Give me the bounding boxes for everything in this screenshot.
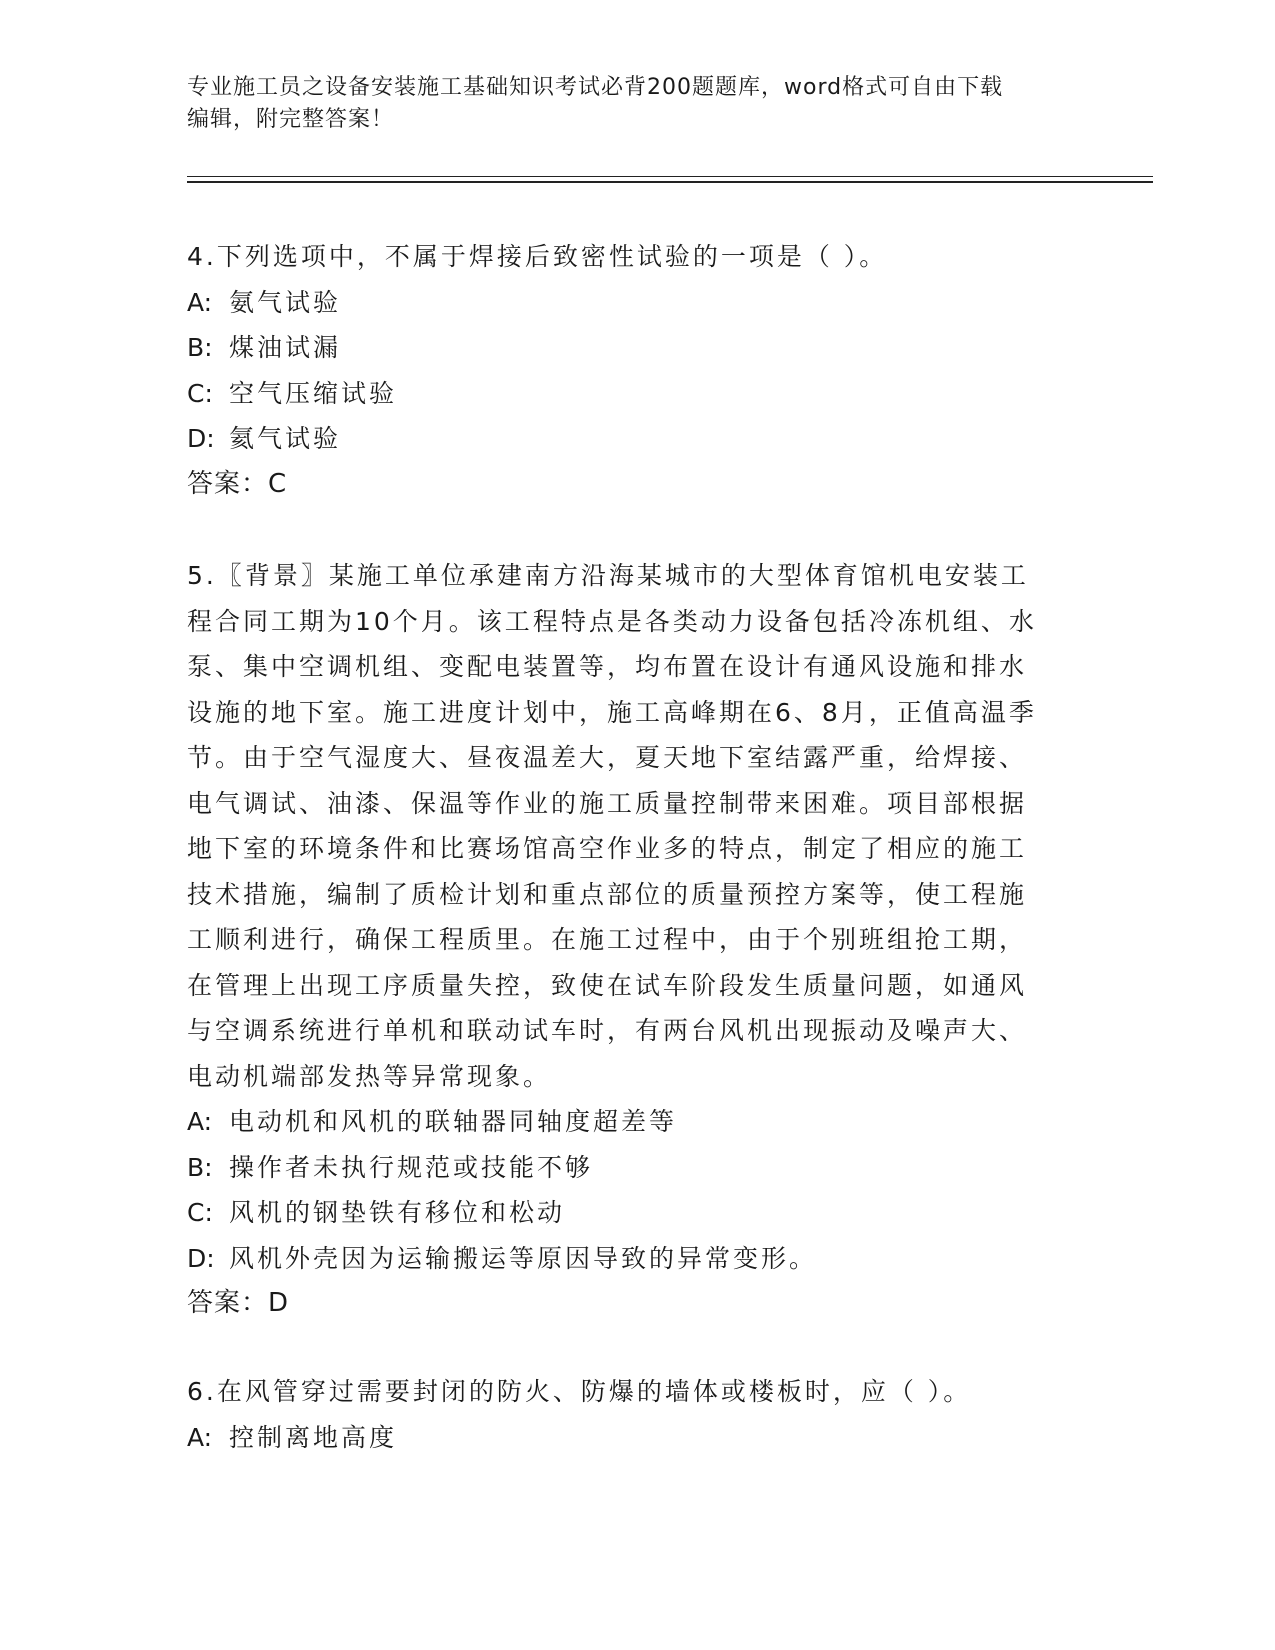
question-stem: 4.下列选项中，不属于焊接后致密性试验的一项是（ ）。 (187, 242, 888, 271)
option-letter: C: (187, 1198, 213, 1227)
option-b (187, 325, 1087, 371)
option-a (187, 1415, 1087, 1461)
option-c (187, 1190, 1087, 1236)
option-letter: B: (187, 333, 213, 362)
question-6 (187, 1369, 1087, 1460)
header-divider-thin (187, 176, 1153, 177)
option-letter: D: (187, 424, 215, 453)
question-stem-line: 5.〖背景〗某施工单位承建南方沿海某城市的大型体育馆机电安装工 (187, 561, 1029, 590)
question-stem-line: 设施的地下室。施工进度计划中，施工高峰期在6、8月，正值高温季 (187, 697, 1037, 727)
option-letter: B: (187, 1152, 213, 1182)
question-4 (187, 234, 1087, 507)
option-text: 控制离地高度 (229, 1422, 398, 1452)
option-a (187, 1099, 1087, 1145)
question-stem-line: 地下室的环境条件和比赛场馆高空作业多的特点，制定了相应的施工 (187, 834, 1028, 863)
option-d (187, 416, 1087, 462)
question-stem-line: 工顺利进行，确保工程质里。在施工过程中，由于个别班组抢工期， (187, 925, 1028, 954)
option-letter: A: (187, 287, 213, 317)
document-header (187, 72, 1087, 136)
question-stem-line: 在管理上出现工序质量失控，致使在试车阶段发生质量问题，如通风 (187, 970, 1028, 1000)
header-divider-thick (187, 181, 1153, 183)
question-stem: 6.在风管穿过需要封闭的防火、防爆的墙体或楼板时，应（ ）。 (187, 1377, 972, 1406)
option-letter: A: (187, 1107, 213, 1136)
answer-line: 答案：C (187, 468, 288, 499)
option-text: 风机的钢垫铁有移位和松动 (229, 1198, 566, 1227)
option-d (187, 1236, 1087, 1282)
question-stem-line: 技术措施，编制了质检计划和重点部位的质量预控方案等，使工程施 (187, 879, 1028, 909)
answer-line: 答案：D (187, 1288, 290, 1318)
question-stem-line: 电动机端部发热等异常现象。 (187, 1061, 552, 1091)
option-a (187, 280, 1087, 326)
option-text: 煤油试漏 (229, 333, 342, 362)
option-c (187, 371, 1087, 417)
option-text: 风机外壳因为运输搬运等原因导致的异常变形。 (229, 1243, 818, 1273)
header-title-line-1: 专业施工员之设备安装施工基础知识考试必背200题题库，word格式可自由下载 (187, 75, 1004, 100)
header-title-line-2: 编辑，附完整答案！ (187, 107, 395, 132)
question-5 (187, 553, 1087, 1327)
option-b (187, 1145, 1087, 1191)
option-text: 氨气试验 (229, 287, 342, 317)
option-letter: A: (187, 1422, 213, 1452)
question-stem-line: 电气调试、油漆、保温等作业的施工质量控制带来困难。项目部根据 (187, 788, 1028, 818)
question-stem-line: 与空调系统进行单机和联动试车时，有两台风机出现振动及噪声大、 (187, 1016, 1028, 1045)
option-text: 氦气试验 (229, 424, 342, 453)
question-stem-line: 节。由于空气湿度大、昼夜温差大，夏天地下室结露严重，给焊接、 (187, 743, 1028, 772)
option-text: 操作者未执行规范或技能不够 (229, 1152, 594, 1182)
option-text: 空气压缩试验 (229, 378, 398, 408)
question-stem-line: 泵、集中空调机组、变配电装置等，均布置在设计有通风设施和排水 (187, 652, 1028, 681)
option-letter: D: (187, 1243, 215, 1273)
question-stem-line: 程合同工期为10个月。该工程特点是各类动力设备包括冷冻机组、水 (187, 606, 1037, 636)
option-letter: C: (187, 378, 213, 408)
option-text: 电动机和风机的联轴器同轴度超差等 (229, 1107, 678, 1136)
